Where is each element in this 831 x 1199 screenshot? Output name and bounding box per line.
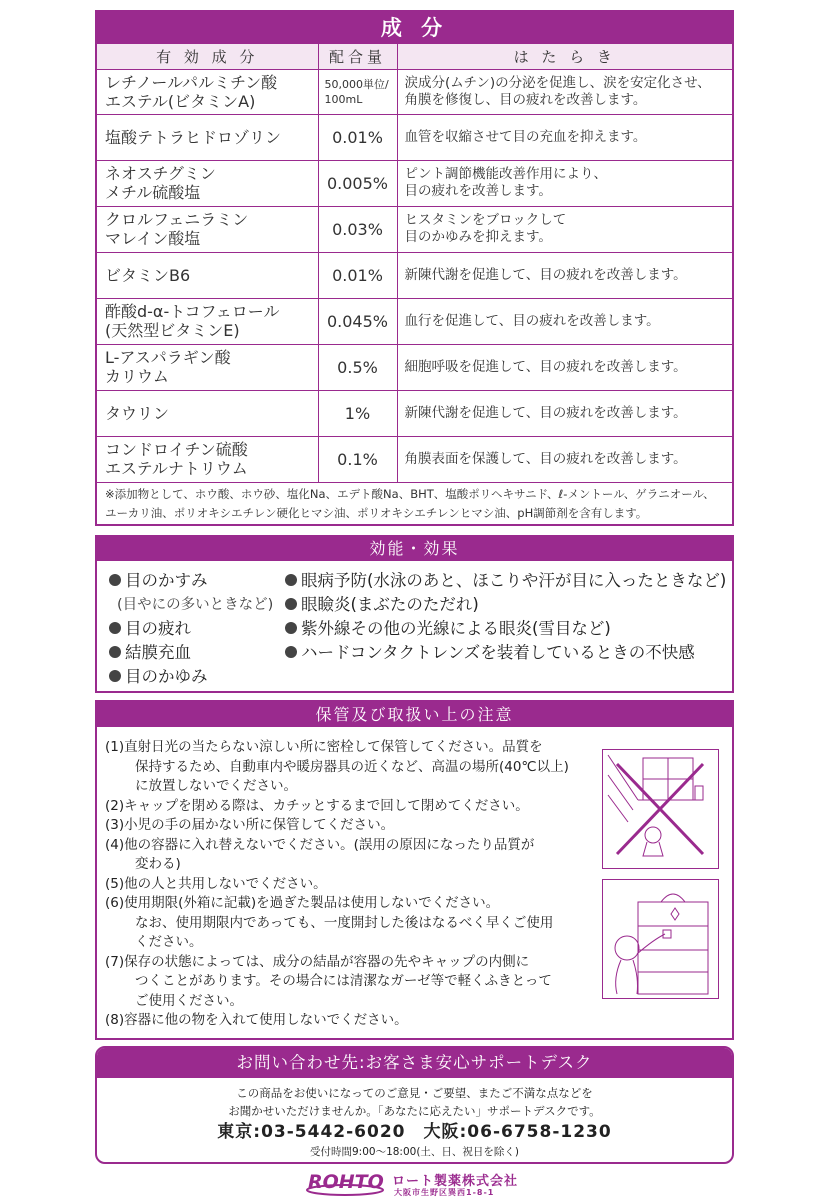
ingredient-function: ピント調節機能改善作用により、 目の疲れを改善します。 <box>397 160 732 206</box>
list-item: 目のかゆみ <box>109 665 273 689</box>
no-sunlight-illustration <box>602 749 719 869</box>
contact-section <box>95 1046 734 1164</box>
ingredient-amount: 0.03% <box>318 206 397 252</box>
precaution-line: (3)小児の手の届かない所に保管してください。 <box>105 817 395 833</box>
svg-text:ROHTO: ROHTO <box>308 1171 384 1193</box>
ingredient-function: 血行を促進して、目の疲れを改善します。 <box>397 298 732 344</box>
ingredient-function: 血管を収縮させて目の充血を抑えます。 <box>397 114 732 160</box>
precaution-line: ご使用ください。 <box>135 992 243 1009</box>
storage-section <box>95 700 734 1040</box>
precaution-line: ください。 <box>135 934 203 950</box>
table-row <box>97 252 732 298</box>
precaution-line: つくことがあります。その場合には清潔なガーゼ等で軽くふきとって <box>135 973 552 989</box>
ingredient-name: ビタミンB6 <box>97 252 318 298</box>
bullet-icon <box>109 670 121 682</box>
window-sun-crossed-icon <box>603 750 717 867</box>
contact-title: お問い合わせ先:お客さま安心サポートデスク <box>97 1048 732 1078</box>
ingredient-name: コンドロイチン硫酸 エステルナトリウム <box>97 436 318 482</box>
storage-precautions <box>105 738 595 1031</box>
table-header-row <box>97 44 732 69</box>
rohto-logo <box>305 1168 385 1196</box>
ingredient-function: 新陳代謝を促進して、目の疲れを改善します。 <box>397 390 732 436</box>
ingredient-amount: 0.045% <box>318 298 397 344</box>
ingredients-table <box>97 44 732 483</box>
child-reach-illustration <box>602 879 719 999</box>
precaution-line: に放置しないでください。 <box>135 778 297 794</box>
contact-hours: 受付時間9:00～18:00(土、日、祝日を除く) <box>309 1146 520 1158</box>
table-row <box>97 298 732 344</box>
precaution-line: (2)キャップを閉める際は、カチッとするまで回して閉めてください。 <box>105 797 529 814</box>
list-item: 眼病予防(水泳のあと、ほこりや汗が目に入ったときなど) <box>285 569 726 593</box>
ingredient-name: レチノールパルミチン酸 エステル(ビタミンA) <box>97 69 318 114</box>
bullet-icon <box>109 622 121 634</box>
ingredient-name: ネオスチグミン メチル硫酸塩 <box>97 160 318 206</box>
ingredient-name: クロルフェニラミン マレイン酸塩 <box>97 206 318 252</box>
storage-title: 保管及び取扱い上の注意 <box>97 702 732 727</box>
ingredient-function: ヒスタミンをブロックして 目のかゆみを抑えます。 <box>397 206 732 252</box>
efficacy-right-list <box>285 569 726 665</box>
company-address: 大阪市生野区巽西1-8-1 <box>394 1188 495 1197</box>
ingredient-function: 細胞呼吸を促進して、目の疲れを改善します。 <box>397 344 732 390</box>
ingredient-function: 新陳代謝を促進して、目の疲れを改善します。 <box>397 252 732 298</box>
efficacy-left-list <box>109 569 273 689</box>
precaution-line: 保持するため、自動車内や暖房器具の近くなど、高温の場所(40℃以上) <box>135 758 569 775</box>
ingredients-title: 成 分 <box>97 12 732 44</box>
precaution-line: (1)直射日光の当たらない涼しい所に密栓して保管してください。品質を <box>105 739 543 755</box>
contact-intro-line: この商品をお使いになってのご意見・ご要望、またご不満な点などを <box>236 1086 593 1100</box>
ingredient-amount: 50,000単位/ 100mL <box>318 69 397 114</box>
ingredient-amount: 0.01% <box>318 114 397 160</box>
table-row <box>97 344 732 390</box>
footer <box>0 1166 831 1199</box>
ingredient-name: 塩酸テトラヒドロゾリン <box>97 114 318 160</box>
table-row <box>97 114 732 160</box>
precaution-line: (8)容器に他の物を入れて使用しないでください。 <box>105 1012 408 1028</box>
contact-intro-line: お聞かせいただけませんか。「あなたに応えたい」サポートデスクです。 <box>228 1104 601 1118</box>
efficacy-section <box>95 535 734 693</box>
ingredient-amount: 0.005% <box>318 160 397 206</box>
ingredient-amount: 1% <box>318 390 397 436</box>
ingredient-name: 酢酸d-α-トコフェロール (天然型ビタミンE) <box>97 298 318 344</box>
header-ingredient: 有 効 成 分 <box>97 44 318 69</box>
bullet-icon <box>285 598 297 610</box>
bullet-icon <box>285 622 297 634</box>
table-row <box>97 390 732 436</box>
child-shelf-icon <box>603 880 717 997</box>
header-function: は た ら き <box>397 44 732 69</box>
ingredient-amount: 0.01% <box>318 252 397 298</box>
list-item: 目の疲れ <box>109 617 273 641</box>
list-item: 眼瞼炎(まぶたのただれ) <box>285 593 726 617</box>
precaution-line: 変わる) <box>135 856 181 872</box>
ingredient-amount: 0.1% <box>318 436 397 482</box>
header-amount: 配合量 <box>318 44 397 69</box>
list-item: ハードコンタクトレンズを装着しているときの不快感 <box>285 641 726 665</box>
company-name: ロート製薬株式会社 <box>392 1174 519 1189</box>
table-row <box>97 160 732 206</box>
ingredient-function: 角膜表面を保護して、目の疲れを改善します。 <box>397 436 732 482</box>
list-item: 目のかすみ <box>109 569 273 593</box>
precaution-line: なお、使用期限内であっても、一度開封した後はなるべく早くご使用 <box>135 914 554 931</box>
additives-note: ※添加物として、ホウ酸、ホウ砂、塩化Na、エデト酸Na、BHT、塩酸ポリヘキサニド、ℓ-メントール、ゲラニオール、 ユーカリ油、ポリオキシエチレン硬化ヒマシ油、ポリオキシエチレンヒマシ油、pH調節剤を含有します。 <box>105 486 715 520</box>
bullet-icon <box>109 574 121 586</box>
list-item: 結膜充血 <box>109 641 273 665</box>
contact-body <box>97 1078 732 1160</box>
efficacy-title: 効能・効果 <box>97 537 732 561</box>
list-item-note: (目やにの多いときなど) <box>117 597 274 613</box>
table-row <box>97 436 732 482</box>
ingredient-amount: 0.5% <box>318 344 397 390</box>
ingredient-name: L-アスパラギン酸 カリウム <box>97 344 318 390</box>
bullet-icon <box>285 646 297 658</box>
contact-phone-numbers: 東京:03-5442-6020 大阪:06-6758-1230 <box>217 1122 612 1142</box>
list-item: 紫外線その他の光線による眼炎(雪目など) <box>285 617 726 641</box>
precaution-line: (4)他の容器に入れ替えないでください。(誤用の原因になったり品質が <box>105 836 535 853</box>
bullet-icon <box>285 574 297 586</box>
precaution-line: (5)他の人と共用しないでください。 <box>105 875 327 892</box>
ingredient-name: タウリン <box>97 390 318 436</box>
bullet-icon <box>109 646 121 658</box>
table-row <box>97 69 732 114</box>
precaution-line: (6)使用期限(外箱に記載)を過ぎた製品は使用しないでください。 <box>105 895 500 911</box>
table-row <box>97 206 732 252</box>
ingredient-function: 涙成分(ムチン)の分泌を促進し、涙を安定化させ、 角膜を修復し、目の疲れを改善します。 <box>397 69 732 114</box>
precaution-line: (7)保存の状態によっては、成分の結晶が容器の先やキャップの内側に <box>105 953 530 970</box>
ingredients-section <box>95 10 734 526</box>
